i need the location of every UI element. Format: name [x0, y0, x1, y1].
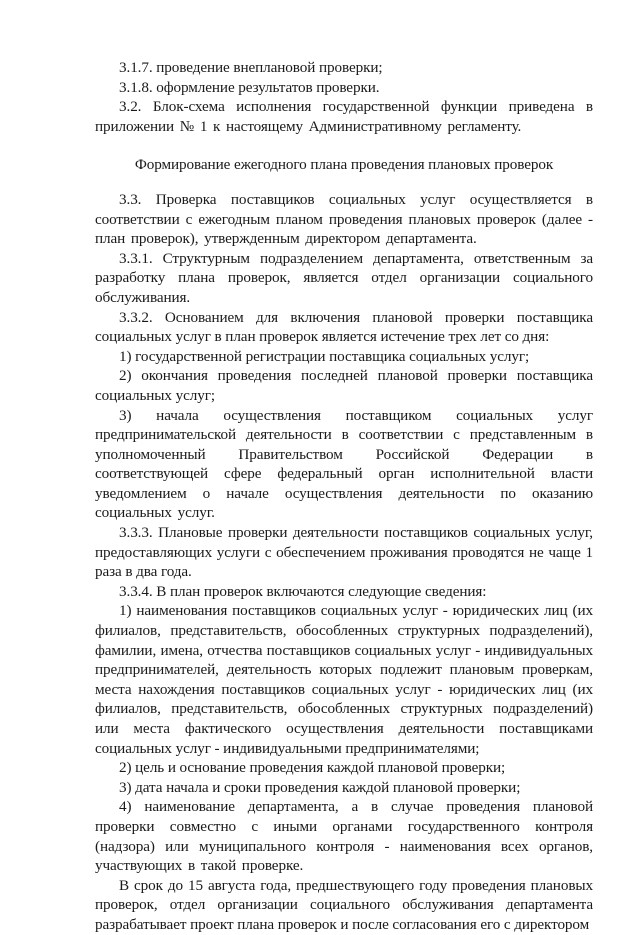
info-item-1: 1) наименования поставщиков социальных услуг - юридических лиц (их филиалов, представительств, обособленных структурных подразделений), фамилии, имена, отчества поставщиков социальных услуг - индивидуальных предпринимателей, деятельность которых подлежит плановым проверкам, места нахождения поставщиков социальных услуг - юридических лиц (их филиалов, представительств, обособленных структурных подразделений) или места фактического осуществления деятельности поставщиками социальных услуг - индивидуальными предпринимателями; [95, 602, 593, 757]
paragraph-3-2: 3.2. Блок-схема исполнения государственной функции приведена в приложении № 1 к настоящему Административному регламенту. [95, 98, 593, 135]
paragraph-3-3-1: 3.3.1. Структурным подразделением департамента, ответственным за разработку плана проверок, является отдел организации социального обслуживания. [95, 249, 593, 306]
paragraph-3-1-7: 3.1.7. проведение внеплановой проверки; [119, 59, 383, 76]
list-item-1: 1) государственной регистрации поставщика социальных услуг; [119, 347, 530, 365]
section-heading: Формирование ежегодного плана проведения плановых проверок [134, 156, 554, 174]
document-body [95, 58, 593, 935]
paragraph-deadline: В срок до 15 августа года, предшествующего году проведения плановых проверок, отдел организации социального обслуживания департамента разрабатывает проект плана проверок и после согласования его с директором [95, 876, 593, 933]
info-item-2: 2) цель и основание проведения каждой плановой проверки; [119, 759, 506, 777]
paragraph-3-3-4: 3.3.4. В план проверок включаются следующие сведения: [119, 582, 487, 600]
info-item-4: 4) наименование департамента, а в случае проведения плановой проверки совместно с иными органами государственного контроля (надзора) или муниципального контроля - наименования всех органов, участвующих в такой проверке. [95, 798, 593, 875]
list-item-2: 2) окончания проведения последней плановой проверки поставщика социальных услуг; [95, 367, 593, 404]
paragraph-3-3-2: 3.3.2. Основанием для включения плановой проверки поставщика социальных услуг в план проверок является истечение трех лет со дня: [95, 308, 593, 346]
info-item-3: 3) дата начала и сроки проведения каждой плановой проверки; [119, 778, 521, 796]
paragraph-3-1-8: 3.1.8. оформление результатов проверки. [119, 78, 380, 96]
paragraph-3-3: 3.3. Проверка поставщиков социальных услуг осуществляется в соответствии с ежегодным планом проведения плановых проверок (далее - план проверок), утвержденным директором департамента. [95, 190, 593, 248]
list-item-3: 3) начала осуществления поставщиком социальных услуг предпринимательской деятельности в соответствии с представленным в уполномоченный Правительством Российской Федерации в соответствующей сфере федеральный орган исполнительной власти уведомлением о начале осуществления деятельности по оказанию социальных услуг. [95, 406, 593, 522]
paragraph-3-3-3: 3.3.3. Плановые проверки деятельности поставщиков социальных услуг, предоставляющих услуги с обеспечением проживания проводятся не чаще 1 раза в два года. [95, 524, 593, 581]
